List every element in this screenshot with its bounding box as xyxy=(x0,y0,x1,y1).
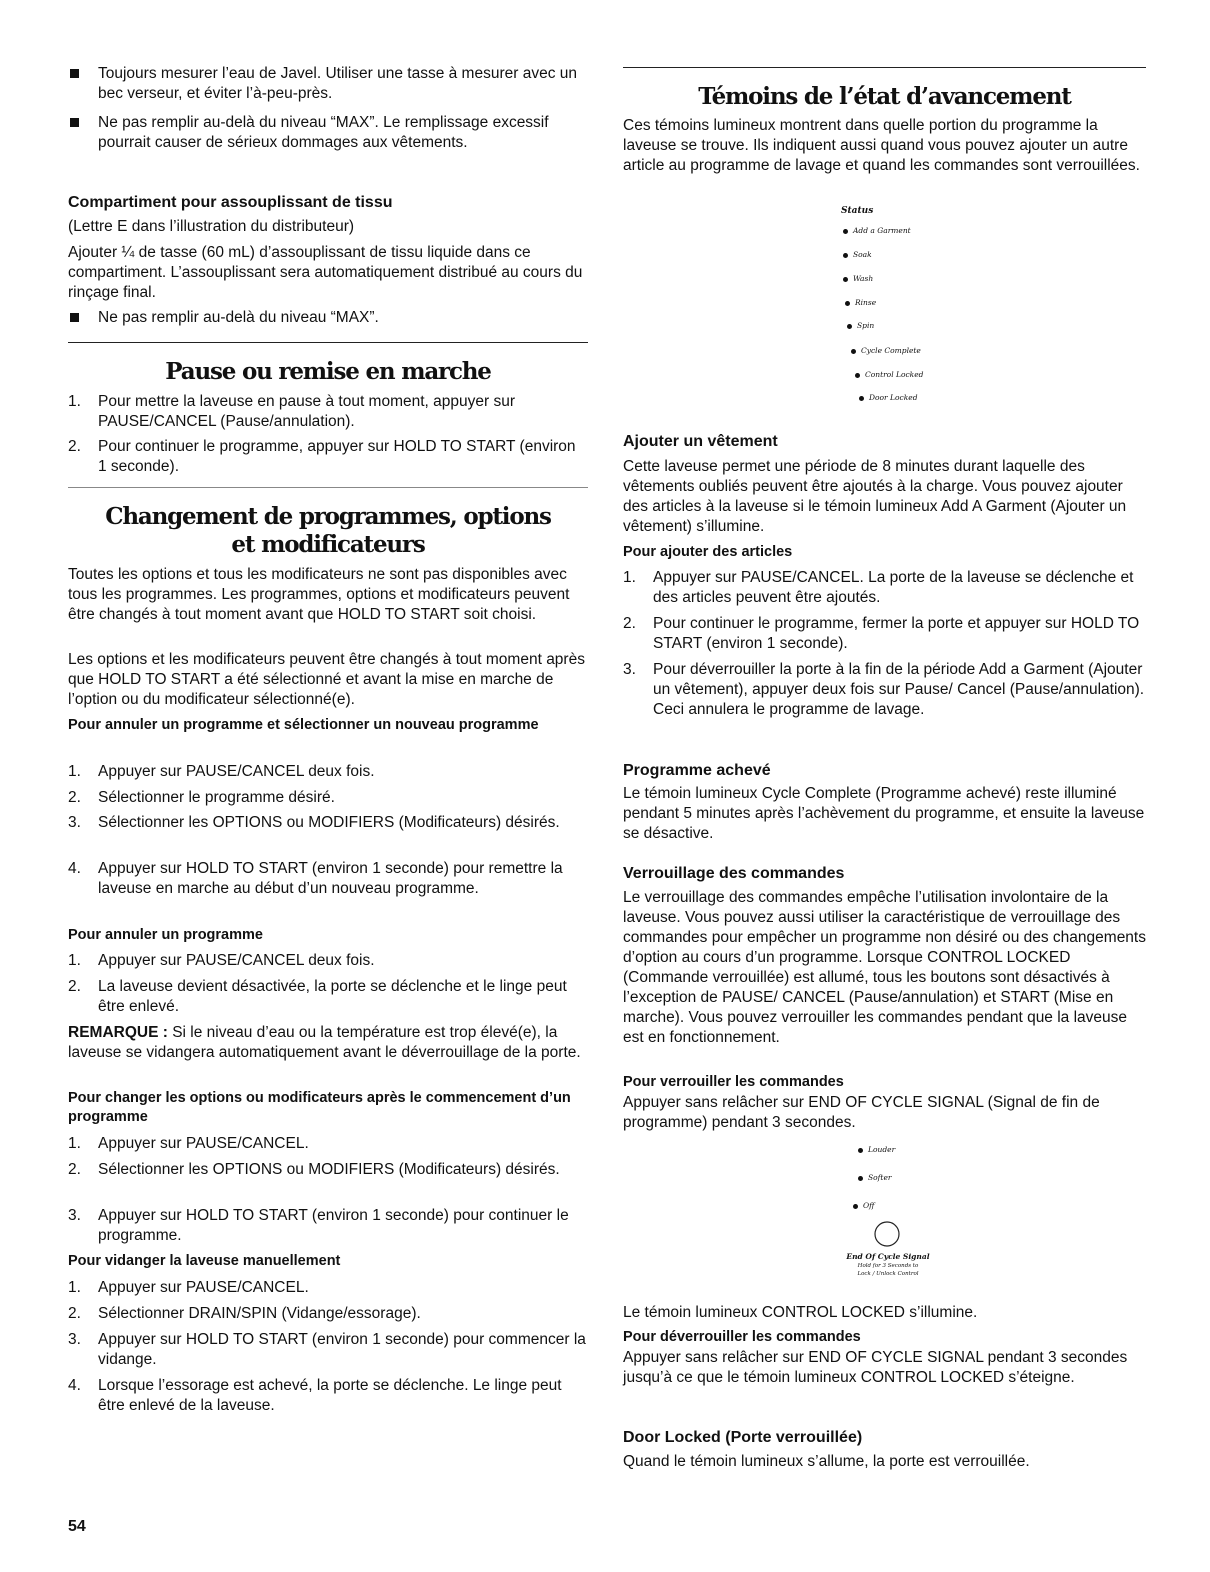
note-label: REMARQUE : xyxy=(68,1024,168,1041)
step-text: Sélectionner les OPTIONS ou MODIFIERS (Modificateurs) désirés. xyxy=(98,814,560,831)
signal-louder: Louder xyxy=(858,1145,895,1154)
status-spin: Spin xyxy=(847,321,874,330)
softener-heading: Compartiment pour assouplissant de tissu xyxy=(68,194,393,211)
unlock-controls-heading: Pour déverrouiller les commandes xyxy=(623,1329,861,1345)
add-step-3: 3. Pour déverrouiller la porte à la fin de la période Add a Garment (Ajouter un vêtement), appuyer deux fois sur Pause/ Cancel (Pause/annulation). Ceci annulera le programme de lavage. xyxy=(623,661,1145,718)
control-lock-text: Le verrouillage des commandes empêche l’utilisation involontaire de la laveuse. Vous pouvez aussi utiliser la caractéristique de verrouillage des commandes pour empêcher un programme non désiré ou des changements d’option au cours d’un programme. Lorsque CONTROL LOCKED (Commande verrouillée) est allumé, tous les boutons sont désactivés à l’exception de PAUSE/ CANCEL (Pause/annulation) et START (Mise en marche). Vous pouvez verrouiller les commandes pendant que la laveuse est en fonctionnement. xyxy=(623,889,1146,1046)
add-garment-heading: Ajouter un vêtement xyxy=(623,433,778,450)
note-text: Si le niveau d’eau ou la température est trop élevé(e), la laveuse se vidangera automatiquement avant le déverrouillage de la porte. xyxy=(68,1024,581,1061)
cancel-heading: Pour annuler un programme xyxy=(68,927,263,943)
softener-text: Ajouter ¼ de tasse (60 mL) d’assouplissant de tissu liquide dans ce compartiment. L’assouplissant sera automatiquement distribué au cours du rinçage final. xyxy=(68,244,583,301)
cycle-complete-heading: Programme achevé xyxy=(623,762,771,779)
bullet-bleach-measure: Toujours mesurer l’eau de Javel. Utiliser une tasse à mesurer avec un bec verseur, et éviter l’à-peu-près. xyxy=(68,64,588,104)
door-locked-text: Quand le témoin lumineux s’allume, la porte est verrouillée. xyxy=(623,1453,1030,1470)
cancel-step-2: 2. La laveuse devient désactivée, la porte se déclenche et le linge peut être enlevé. xyxy=(68,978,567,1015)
step-text: Pour continuer le programme, appuyer sur HOLD TO START (environ 1 seconde). xyxy=(98,438,576,475)
cycle-complete-text: Le témoin lumineux Cycle Complete (Programme achevé) reste illuminé pendant 5 minutes après l’achèvement du programme, et ensuite la laveuse se désactive. xyxy=(623,785,1145,842)
signal-softer: Softer xyxy=(858,1173,891,1182)
step-text: Appuyer sur PAUSE/CANCEL deux fois. xyxy=(98,763,375,780)
bullet-max-level: Ne pas remplir au-delà du niveau “MAX”. Le remplissage excessif pourrait causer de sérieux dommages aux vêtements. xyxy=(68,113,588,153)
status-soak: Soak xyxy=(843,250,872,259)
change-title: Changement de programmes, options et modificateurs xyxy=(105,503,551,558)
step-text: Pour continuer le programme, fermer la porte et appuyer sur HOLD TO START (environ 1 seconde). xyxy=(653,615,1140,652)
status-control-locked: Control Locked xyxy=(855,370,923,379)
softener-sub: (Lettre E dans l’illustration du distributeur) xyxy=(68,218,355,235)
add-step-1: 1. Appuyer sur PAUSE/CANCEL. La porte de la laveuse se déclenche et des articles peuvent être ajoutés. xyxy=(623,569,1134,606)
cancel-step-1: 1. Appuyer sur PAUSE/CANCEL deux fois. xyxy=(68,952,375,969)
new-step-2: 2. Sélectionner le programme désiré. xyxy=(68,789,335,806)
divider xyxy=(68,487,588,488)
step-text: Sélectionner le programme désiré. xyxy=(98,789,335,806)
step-text: Appuyer sur PAUSE/CANCEL. xyxy=(98,1279,309,1296)
page-number: 54 xyxy=(68,1518,86,1535)
drain-heading: Pour vidanger la laveuse manuellement xyxy=(68,1253,341,1269)
drain-step-3: 3. Appuyer sur HOLD TO START (environ 1 seconde) pour commencer la vidange. xyxy=(68,1331,586,1368)
note xyxy=(68,1023,588,1063)
step-text: Appuyer sur HOLD TO START (environ 1 seconde) pour commencer la vidange. xyxy=(98,1331,586,1368)
new-step-3: 3. Sélectionner les OPTIONS ou MODIFIERS (Modificateurs) désirés. xyxy=(68,814,560,831)
add-articles-heading: Pour ajouter des articles xyxy=(623,544,793,560)
status-rinse: Rinse xyxy=(845,298,876,307)
step-text: Appuyer sur HOLD TO START (environ 1 seconde) pour remettre la laveuse en marche au début d’un nouveau programme. xyxy=(98,860,563,897)
new-step-4: 4. Appuyer sur HOLD TO START (environ 1 seconde) pour remettre la laveuse en marche au début d’un nouveau programme. xyxy=(68,860,563,897)
divider xyxy=(623,67,1146,68)
signal-button-icon xyxy=(872,1219,902,1249)
change-p2: Les options et les modificateurs peuvent être changés à tout moment après que HOLD TO START a été sélectionné et avant la mise en marche de l’option ou du modificateur sélectionné(e). xyxy=(68,651,585,708)
step-text: Sélectionner les OPTIONS ou MODIFIERS (Modificateurs) désirés. xyxy=(98,1161,560,1178)
drain-step-4: 4. Lorsque l’essorage est achevé, la porte se déclenche. Le linge peut être enlevé de la laveuse. xyxy=(68,1377,562,1414)
status-cycle-complete: Cycle Complete xyxy=(851,346,921,355)
step-text: Lorsque l’essorage est achevé, la porte se déclenche. Le linge peut être enlevé de la laveuse. xyxy=(98,1377,562,1414)
status-intro: Ces témoins lumineux montrent dans quelle portion du programme la laveuse se trouve. Ils indiquent aussi quand vous pouvez ajouter un autre article au programme de lavage et quand les commandes sont verrouillées. xyxy=(623,117,1140,174)
control-lock-heading: Verrouillage des commandes xyxy=(623,865,845,882)
step-text: Sélectionner DRAIN/SPIN (Vidange/essorage). xyxy=(98,1305,421,1322)
status-door-locked: Door Locked xyxy=(859,393,918,402)
control-locked-lit: Le témoin lumineux CONTROL LOCKED s’illumine. xyxy=(623,1304,978,1321)
status-wash: Wash xyxy=(843,274,873,283)
unlock-controls-text: Appuyer sans relâcher sur END OF CYCLE SIGNAL pendant 3 secondes jusqu’à ce que le témoin lumineux CONTROL LOCKED s’éteigne. xyxy=(623,1349,1128,1386)
signal-sublabel-2: Lock / Unlock Control xyxy=(857,1271,919,1277)
signal-off: Off xyxy=(853,1201,874,1210)
status-title: Témoins de l’état d’avancement xyxy=(698,83,1071,110)
drain-step-2: 2. Sélectionner DRAIN/SPIN (Vidange/essorage). xyxy=(68,1305,421,1322)
change-p1: Toutes les options et tous les modificateurs ne sont pas disponibles avec tous les programmes. Les programmes, options et modificateurs peuvent être changés à tout moment avant que HOLD TO START soit choisi. xyxy=(68,566,570,623)
step-text: Pour déverrouiller la porte à la fin de la période Add a Garment (Ajouter un vêtement), appuyer deux fois sur Pause/ Cancel (Pause/annulation). Ceci annulera le programme de lavage. xyxy=(653,661,1145,718)
add-step-2: 2. Pour continuer le programme, fermer la porte et appuyer sur HOLD TO START (environ 1 seconde). xyxy=(623,615,1140,652)
step-text: Appuyer sur PAUSE/CANCEL. La porte de la laveuse se déclenche et des articles peuvent être ajoutés. xyxy=(653,569,1134,606)
new-step-1: 1. Appuyer sur PAUSE/CANCEL deux fois. xyxy=(68,763,375,780)
status-panel-title: Status xyxy=(841,206,874,216)
pause-step-2: 2. Pour continuer le programme, appuyer sur HOLD TO START (environ 1 seconde). xyxy=(68,438,576,475)
after-heading: Pour changer les options ou modificateurs après le commencement d’un programme xyxy=(68,1090,571,1125)
new-program-heading: Pour annuler un programme et sélectionner un nouveau programme xyxy=(68,717,539,733)
signal-sublabel-1: Hold for 3 Seconds to xyxy=(857,1263,919,1269)
pause-step-1: 1. Pour mettre la laveuse en pause à tout moment, appuyer sur PAUSE/CANCEL (Pause/annulation). xyxy=(68,393,516,430)
after-step-3: 3. Appuyer sur HOLD TO START (environ 1 seconde) pour continuer le programme. xyxy=(68,1207,569,1244)
after-step-1: 1. Appuyer sur PAUSE/CANCEL. xyxy=(68,1135,309,1152)
add-garment-text: Cette laveuse permet une période de 8 minutes durant laquelle des vêtements oubliés peuvent être ajoutés à la charge. Vous pouvez ajouter des articles à la laveuse si le témoin lumineux Add A Garment (Ajouter un vêtement) s’illumine. xyxy=(623,458,1127,535)
status-panel-illustration xyxy=(841,206,961,402)
bullet-softener-max: Ne pas remplir au-delà du niveau “MAX”. xyxy=(68,308,588,328)
pause-title: Pause ou remise en marche xyxy=(165,358,491,385)
lock-controls-text: Appuyer sans relâcher sur END OF CYCLE SIGNAL (Signal de fin de programme) pendant 3 secondes. xyxy=(623,1094,1100,1131)
step-text: La laveuse devient désactivée, la porte se déclenche et le linge peut être enlevé. xyxy=(98,978,567,1015)
step-text: Appuyer sur PAUSE/CANCEL. xyxy=(98,1135,309,1152)
signal-label: End Of Cycle Signal xyxy=(846,1252,930,1261)
step-text: Appuyer sur HOLD TO START (environ 1 seconde) pour continuer le programme. xyxy=(98,1207,569,1244)
lock-controls-heading: Pour verrouiller les commandes xyxy=(623,1074,844,1090)
after-step-2: 2. Sélectionner les OPTIONS ou MODIFIERS (Modificateurs) désirés. xyxy=(68,1161,560,1178)
door-locked-heading: Door Locked (Porte verrouillée) xyxy=(623,1429,863,1446)
drain-step-1: 1. Appuyer sur PAUSE/CANCEL. xyxy=(68,1279,309,1296)
step-text: Appuyer sur PAUSE/CANCEL deux fois. xyxy=(98,952,375,969)
divider xyxy=(68,342,588,343)
status-add-garment: Add a Garment xyxy=(843,226,911,235)
step-text: Pour mettre la laveuse en pause à tout moment, appuyer sur PAUSE/CANCEL (Pause/annulation). xyxy=(98,393,516,430)
